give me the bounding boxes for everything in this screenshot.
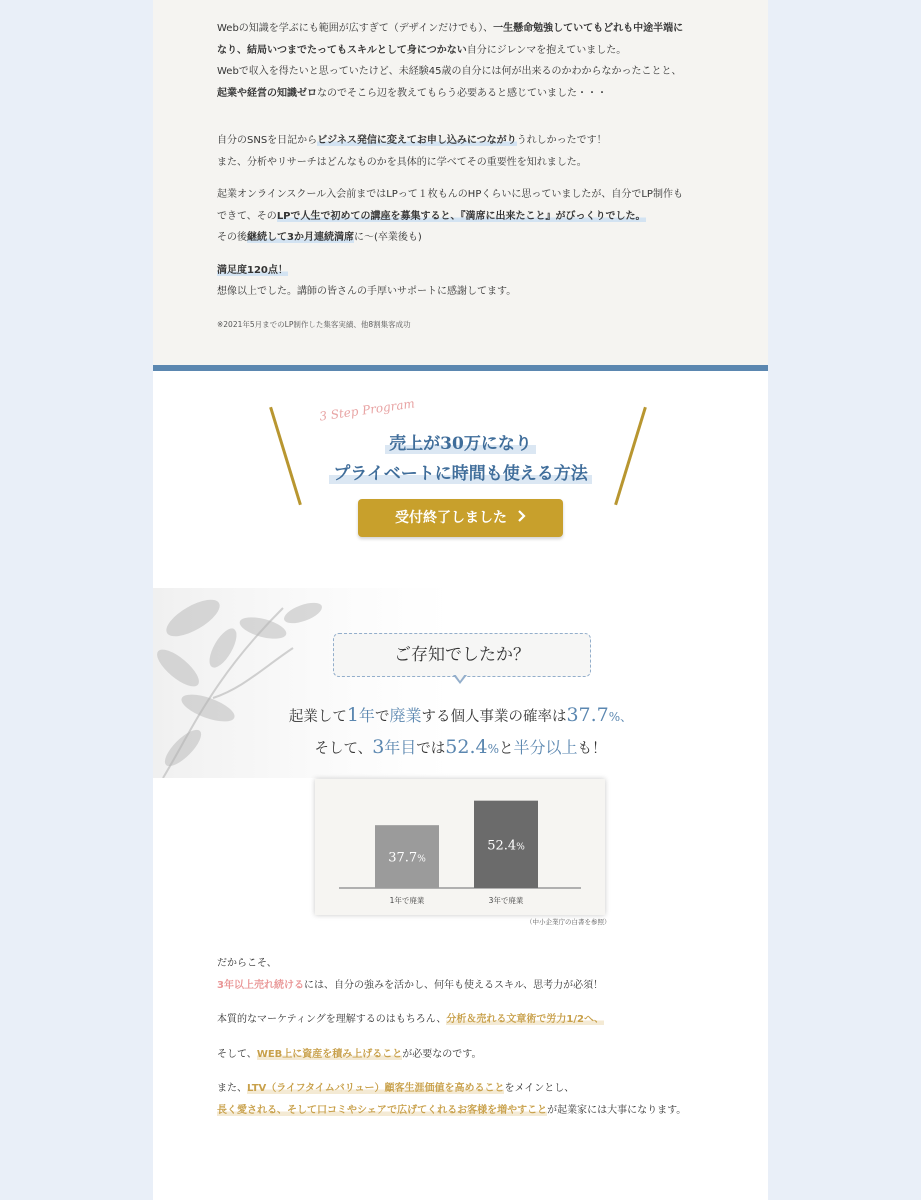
chart-data-label: 52.4% — [487, 838, 525, 854]
landing-page — [153, 0, 768, 1200]
chevron-right-icon — [517, 499, 526, 537]
testimonial-section — [153, 0, 768, 365]
stat-line-2: そして、3年目では52.4%と半分以上も！ — [314, 736, 607, 758]
conclusion-line: 3年以上売れ続けるには、自分の強みを活かし、何年も使えるスキル、思考力が必須！ — [217, 979, 604, 991]
stat-line-1: 起業して1年で廃業する個人事業の確率は37.7%、 — [288, 704, 633, 726]
testimonial-text — [217, 18, 717, 335]
closure-rate-chart — [315, 779, 605, 915]
satisfaction-heading: 満足度120点！ — [217, 264, 288, 276]
cta-label: 受付終了しました — [395, 510, 507, 526]
testimonial-line: Webの知識を学ぶにも範囲が広すぎて（デザインだけでも）、一生懸命勉強していてもどれも中途半端に — [217, 23, 684, 34]
program-title-line1: 売上が30万になり — [153, 429, 768, 454]
conclusion-section — [217, 953, 737, 1121]
application-closed-button[interactable] — [358, 499, 563, 537]
chart-data-label: 37.7% — [388, 850, 426, 866]
conclusion-line: 本質的なマーケティングを理解するのはもちろん、分析＆売れる文章術で労力1/2へ、 — [217, 1014, 604, 1025]
testimonial-line: Webで収入を得たいと思っていたけど、未経験45歳の自分には何が出来るのかわからなかったことと、 — [217, 66, 682, 77]
conclusion-line: だからこそ、 — [217, 958, 277, 969]
question-bubble: ご存知でしたか？ — [333, 633, 591, 677]
conclusion-line: また、LTV（ライフタイムバリュー）顧客生涯価値を高めることをメインとし、 — [217, 1083, 575, 1094]
program-title-line2: プライベートに時間も使える方法 — [153, 459, 768, 484]
gold-slash-left — [269, 407, 302, 505]
conclusion-line: 長く愛される、そして口コミやシェアで広げてくれるお客様を増やすことが起業家には大事になります。 — [217, 1104, 687, 1116]
testimonial-line: 自分のSNSを日記からビジネス発信に変えてお申し込みにつながりうれしかったです！ — [217, 135, 607, 146]
testimonial-line: 起業や経営の知識ゼロなのでそこら辺を教えてもらう必要あると感じていました・・・ — [217, 87, 607, 99]
program-section — [153, 371, 768, 571]
testimonial-line: 想像以上でした。講師の皆さんの手厚いサポートに感謝してます。 — [217, 286, 517, 297]
chart-source: （中小企業庁の白書を参照） — [526, 918, 611, 926]
testimonial-line: その後継続して3か月連続満席に〜(卒業後も) — [217, 232, 422, 243]
gold-slash-right — [614, 407, 647, 505]
program-script-label: 3 Step Program — [318, 396, 416, 424]
testimonial-line: また、分析やリサーチはどんなものかを具体的に学べてその重要性を知れました。 — [217, 156, 587, 168]
chart-category-label: 1年で廃業 — [389, 896, 425, 905]
chart-category-label: 3年で廃業 — [488, 896, 524, 905]
testimonial-note: ※2021年5月までのLP制作した集客実績、他8割集客成功 — [217, 319, 411, 329]
conclusion-line: そして、WEB上に資産を積み上げることが必要なのです。 — [217, 1048, 482, 1060]
testimonial-line: できて、そのLPで人生で初めての講座を募集すると、『満席に出来たこと』がびっくりでした。 — [217, 210, 646, 222]
testimonial-line: なり、結局いつまでたってもスキルとして身につかない自分にジレンマを抱えていました。 — [217, 44, 627, 56]
testimonial-line: 起業オンラインスクール入会前まではLPって１枚もんのHPくらいに思っていましたが、自分でLP制作も — [217, 189, 683, 200]
